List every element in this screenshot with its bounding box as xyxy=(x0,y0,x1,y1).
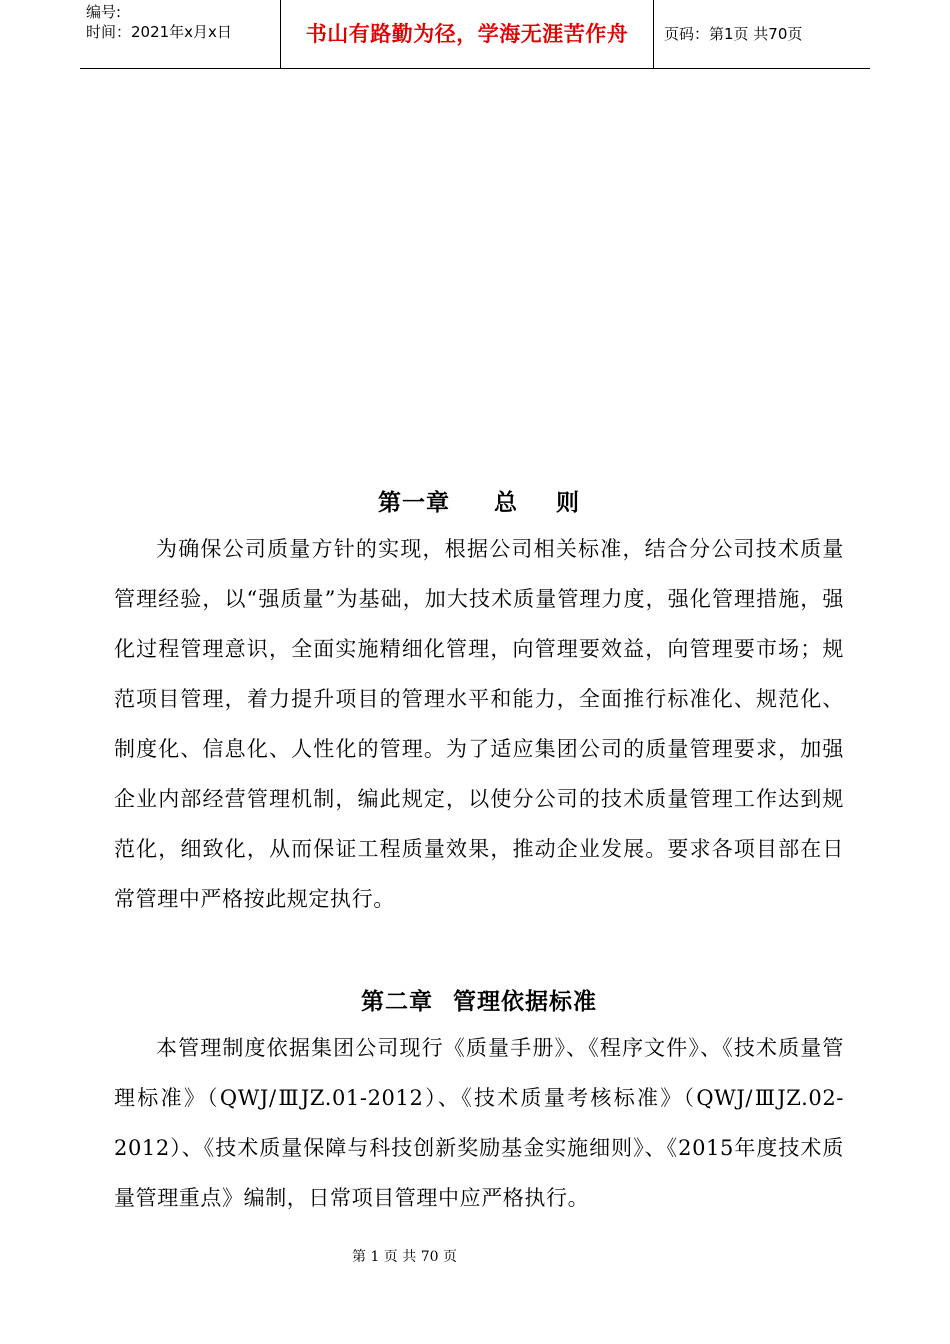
chapter-1-paragraph: 为确保公司质量方针的实现，根据公司相关标准，结合分公司技术质量管理经验，以“强质量”为基础，加大技术质量管理力度，强化管理措施，强化过程管理意识，全面实施精细化管理，向管理要效益，向管理要市场；规范项目管理，着力提升项目的管理水平和能力，全面推行标准化、规范化、制度化、信息化、人性化的管理。为了适应集团公司的质量管理要求，加强企业内部经营管理机制，编此规定，以使分公司的技术质量管理工作达到规范化，细致化，从而保证工程质量效果，推动企业发展。要求各项目部在日常管理中严格按此规定执行。 xyxy=(114,537,844,911)
chapter-1-heading xyxy=(114,484,844,517)
chapter-2-paragraph: 本管理制度依据集团公司现行《质量手册》、《程序文件》、《技术质量管理标准》（QWJ/ⅢJZ.01-2012）、《技术质量考核标准》（QWJ/ⅢJZ.02-2012）、《技术质量保障与科技创新奖励基金实施细则》、《2015年度技术质量管理重点》编制，日常项目管理中应严格执行。 xyxy=(114,1036,844,1210)
chapter-1-number: 第一章 xyxy=(378,490,450,516)
document-date: 时间：2021年x月x日 xyxy=(86,23,232,41)
document-number-label: 编号: xyxy=(86,3,122,21)
chapter-2-heading xyxy=(114,983,844,1016)
header-meta xyxy=(80,0,280,68)
page-header xyxy=(80,0,870,69)
chapter-1-title-a: 总 xyxy=(494,490,518,516)
chapter-2-number: 第二章 xyxy=(361,989,433,1015)
header-page-info: 页码：第1页 共70页 xyxy=(664,25,803,43)
page-footer: 第 1 页 共 70 页 xyxy=(352,1249,457,1265)
chapter-1-title-b: 则 xyxy=(556,490,580,516)
chapter-2-title: 管理依据标准 xyxy=(453,989,597,1015)
header-motto: 书山有路勤为径，学海无涯苦作舟 xyxy=(280,0,654,68)
